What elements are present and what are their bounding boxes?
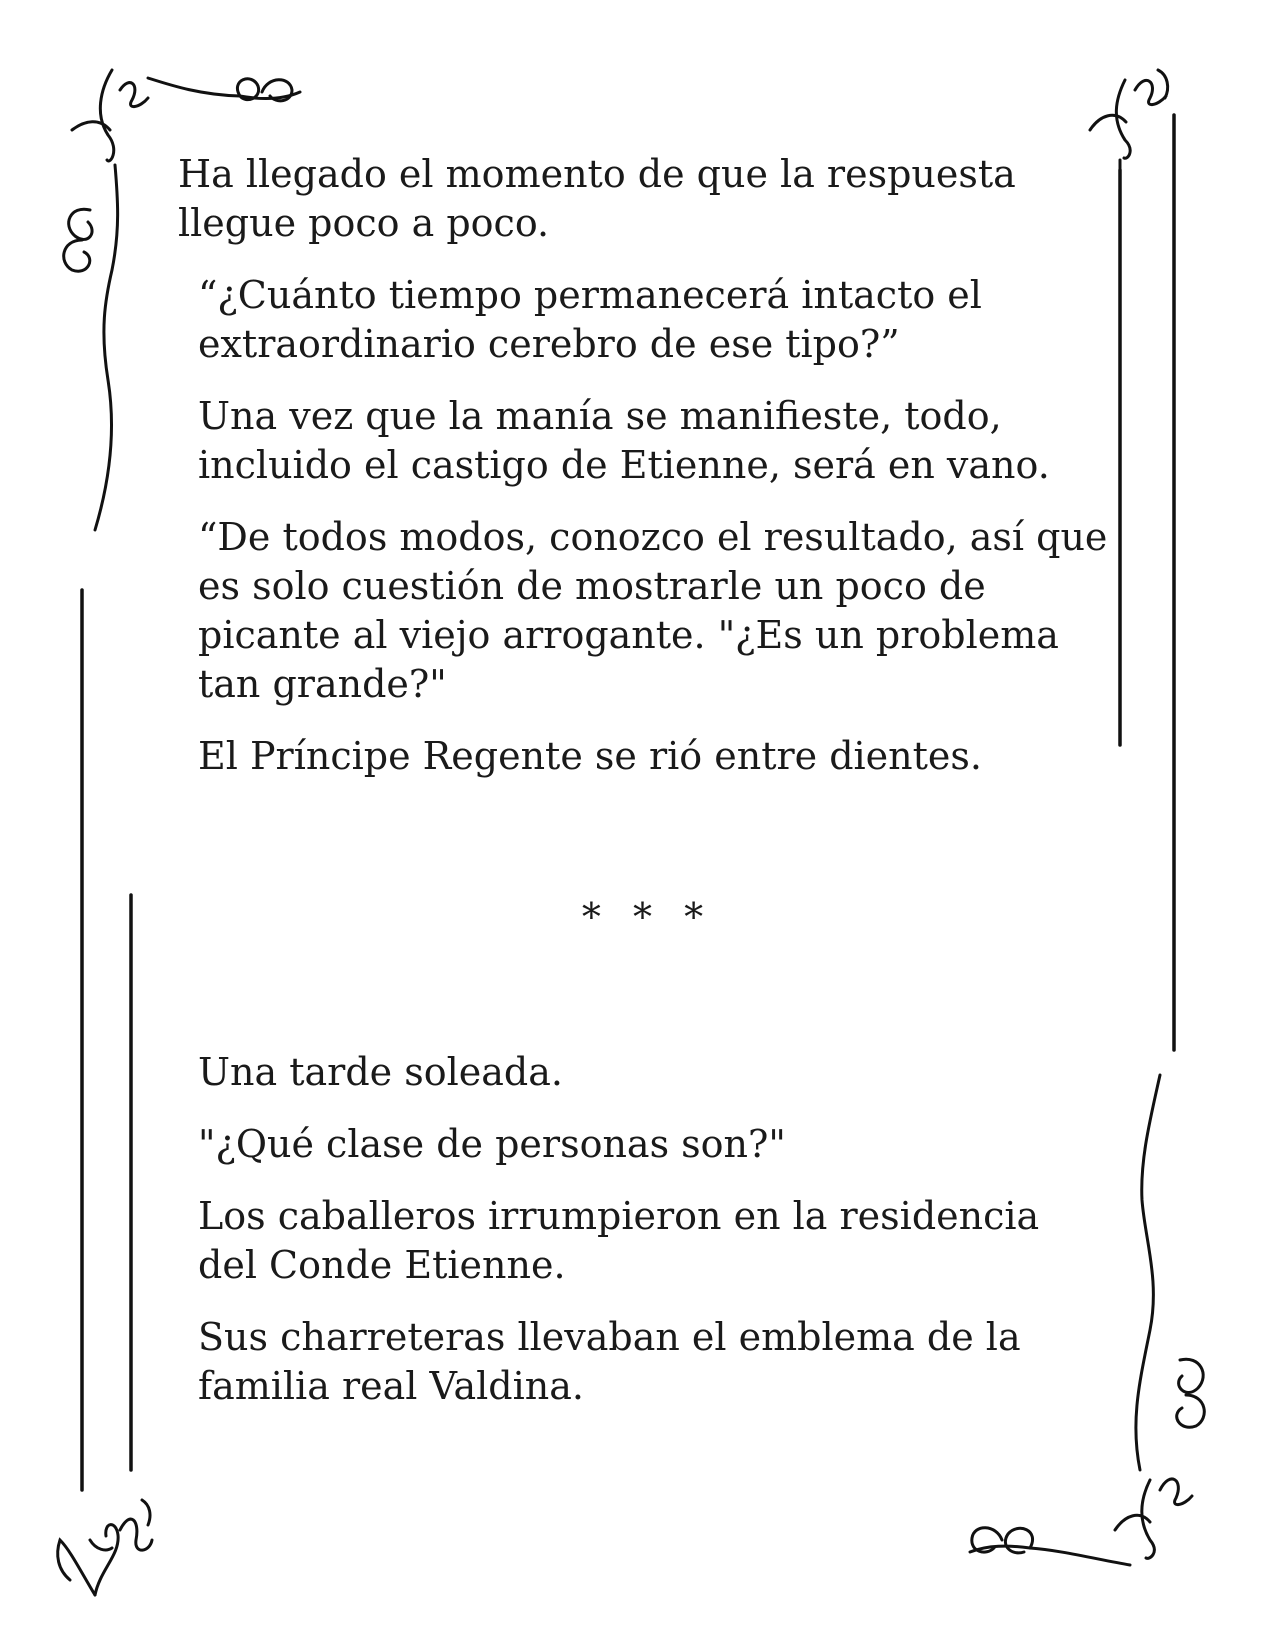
paragraph: “De todos modos, conozco el resultado, así que es solo cuestión de mostrarle un poco de picante al viejo arrogante. "¿Es un problema tan grande?" <box>198 515 1108 706</box>
paragraph: Los caballeros irrumpieron en la residencia del Conde Etienne. <box>198 1194 1040 1287</box>
paragraph: “¿Cuánto tiempo permanecerá intacto el extraordinario cerebro de ese tipo?” <box>198 273 982 366</box>
paragraph: Una tarde soleada. <box>198 1050 563 1094</box>
paragraph: El Príncipe Regente se rió entre dientes. <box>198 734 982 778</box>
section-two <box>178 1048 1108 1411</box>
section-one <box>178 150 1108 781</box>
paragraph: "¿Qué clase de personas son?" <box>198 1122 786 1166</box>
paragraph: Ha llegado el momento de que la respuesta llegue poco a poco. <box>178 152 1016 245</box>
paragraph: Sus charreteras llevaban el emblema de la familia real Valdina. <box>198 1315 1021 1408</box>
bottom-left-flourish-icon <box>58 1500 152 1595</box>
scene-break: * * * <box>581 895 714 939</box>
paragraph: Una vez que la manía se manifieste, todo, incluido el castigo de Etienne, será en vano. <box>198 394 1050 487</box>
